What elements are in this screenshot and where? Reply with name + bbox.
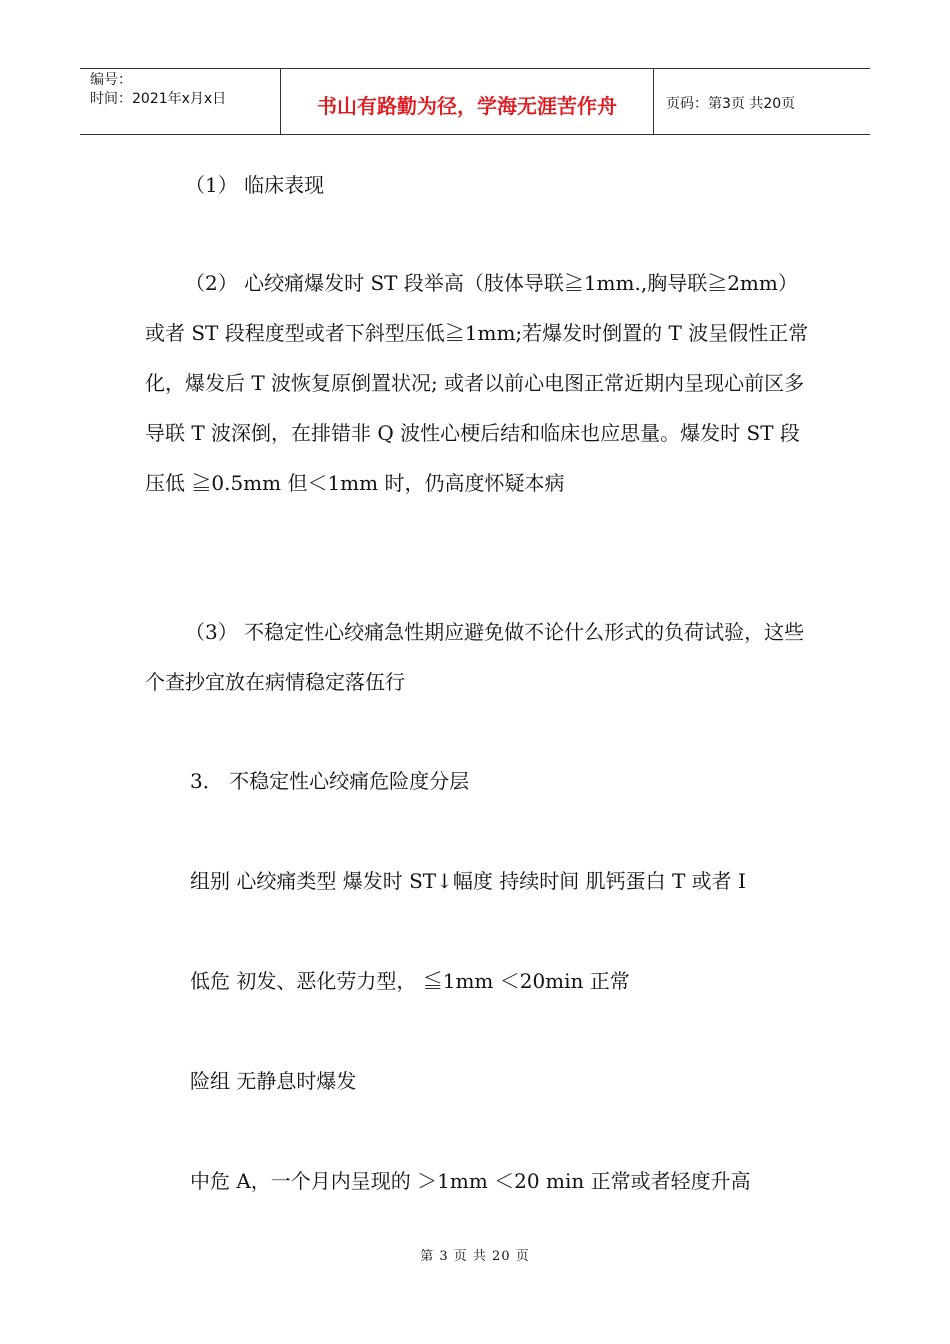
page-header (80, 68, 870, 135)
table-row-mid-1: 中危 A，一个月内呈现的 ＞1mm ＜20 min 正常或者轻度升高 (190, 1169, 751, 1193)
header-meta (80, 69, 281, 134)
paragraph-2: （2） 心绞痛爆发时 ST 段举高（肢体导联≧1mm.,胸导联≧2mm）或者 ST 段程度型或者下斜型压低≧1mm;若爆发时倒置的 T 波呈假性正常化，爆发后 T 波恢复原倒置状况; 或者以前心电图正常近期内呈现心前区多导联 T 波深倒，在排错非 Q 波性心梗后结和临床也应思量。爆发时 ST 段压低 ≧0.5mm 但＜1mm 时，仍高度怀疑本病 (145, 271, 809, 495)
page-footer: 第 3 页 共 20 页 (420, 1249, 530, 1264)
section-heading-3: 3． 不稳定性心绞痛危险度分层 (190, 769, 470, 793)
table-header-row: 组别 心绞痛类型 爆发时 ST↓幅度 持续时间 肌钙蛋白 T 或者 I (190, 869, 746, 893)
table-row-low-1: 低危 初发、恶化劳力型， ≦1mm ＜20min 正常 (190, 969, 630, 993)
doc-time-label: 时间：2021年x月x日 (90, 91, 227, 107)
doc-number-label: 编号： (90, 72, 132, 88)
header-page-label: 页码：第3页 共20页 (666, 95, 796, 112)
table-row-low-2: 险组 无静息时爆发 (190, 1069, 357, 1093)
paragraph-3: （3） 不稳定性心绞痛急性期应避免做不论什么形式的负荷试验，这些个查抄宜放在病情稳定落伍行 (145, 620, 805, 694)
paragraph-1: （1） 临床表现 (185, 173, 325, 197)
header-motto: 书山有路勤为径，学海无涯苦作舟 (281, 69, 654, 134)
